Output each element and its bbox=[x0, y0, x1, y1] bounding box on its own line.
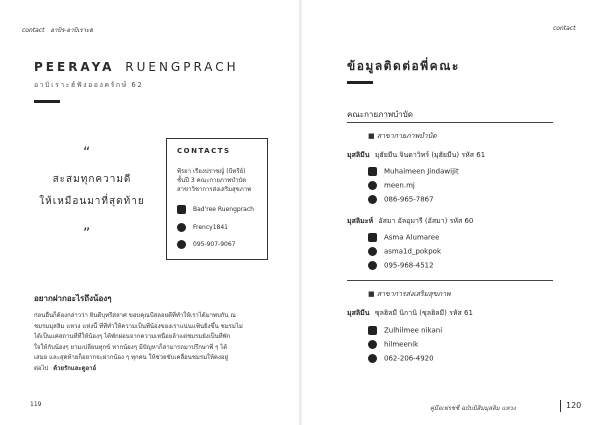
person-3-line: hilmeenik bbox=[384, 340, 419, 349]
quote-open: “ bbox=[83, 145, 91, 161]
message-line: เสมอ และสุดท้ายก็อยากจะฝากน้อง ๆ ทุกคน ให้ช่วยขับเคลื่อนชมรมให้คงอยู่ bbox=[34, 354, 228, 361]
person-3-phone-row[interactable] bbox=[368, 354, 434, 363]
section-rule bbox=[347, 280, 553, 281]
message-line: ชมรมมุสลิม แหวง แห่งนี้ ที่ที่ทำให้ความเป็นพี่น้องของเราแน่นแฟ้นยิ่งขึ้น ชมรมไม่ bbox=[34, 322, 243, 330]
left-header-label: contact bbox=[22, 27, 45, 34]
title-underline bbox=[347, 81, 373, 84]
message-body bbox=[34, 311, 279, 374]
section-2 bbox=[368, 289, 451, 300]
person-1-phone: 086-965-7867 bbox=[384, 195, 434, 204]
facebook-icon bbox=[368, 233, 377, 242]
faculty-rule bbox=[347, 122, 553, 123]
person-2-facebook: Asma Alumaree bbox=[384, 233, 440, 242]
person-1-facebook: Muhaimeen Jindawijit bbox=[384, 167, 459, 176]
section-1-title: สาขากายภาพบำบัด bbox=[376, 132, 437, 140]
person-3-facebook: Zulhilmee nikani bbox=[384, 326, 443, 335]
left-header bbox=[22, 25, 93, 35]
message-line: ได้เป็นแค่สถานที่ที่ให้น้องๆ ได้พักผ่อนจากความเหนื่อยล้าแต่ชมรมยังเป็นที่พัก bbox=[34, 333, 231, 340]
phone-icon bbox=[177, 240, 186, 249]
person-name bbox=[34, 60, 239, 74]
quote-close: ” bbox=[83, 226, 91, 242]
left-page-number: 119 bbox=[30, 401, 42, 408]
quote-line-1: สะสมทุกความดี bbox=[52, 174, 132, 185]
section-2-title: สาขาการส่งเสริมสุขภาพ bbox=[376, 290, 451, 298]
person-2-phone-row[interactable] bbox=[368, 261, 434, 270]
section-1 bbox=[368, 131, 437, 142]
contacts-desc-line-1: พีรยา เรืองปราชญ์ (บีทรีย์) bbox=[177, 168, 246, 175]
line-icon bbox=[368, 181, 377, 190]
person-2-phone: 095-968-4512 bbox=[384, 261, 434, 270]
message-signoff: ด้วยรักและดูอาอ์ bbox=[53, 364, 97, 372]
facebook-icon bbox=[177, 205, 186, 214]
contact-line: Frency1841 bbox=[193, 224, 228, 231]
faculty-heading: คณะกายภาพบำบัด bbox=[347, 110, 413, 119]
facebook-icon bbox=[368, 167, 377, 176]
right-title: ข้อมูลติดต่อพี่คณะ bbox=[347, 59, 460, 73]
message-last-line bbox=[34, 364, 279, 375]
contacts-box bbox=[166, 138, 268, 260]
person-3-phone: 062-206-4920 bbox=[384, 354, 434, 363]
phone-icon bbox=[368, 261, 377, 270]
person-2-row bbox=[347, 216, 473, 227]
person-2-line-row[interactable] bbox=[368, 247, 441, 256]
person-3-line-row[interactable] bbox=[368, 340, 418, 349]
contact-line-row[interactable] bbox=[177, 223, 228, 232]
contacts-desc bbox=[177, 167, 251, 194]
phone-icon bbox=[368, 195, 377, 204]
person-3-row bbox=[347, 308, 473, 319]
person-2-label: มุสลิมะห์ bbox=[347, 217, 374, 225]
person-1-facebook-row[interactable] bbox=[368, 167, 459, 176]
footer-divider bbox=[560, 400, 561, 412]
right-header-label: contact bbox=[553, 25, 576, 32]
contact-facebook-row[interactable] bbox=[177, 205, 254, 214]
bullet-icon: ■ bbox=[368, 132, 377, 140]
contact-phone-row[interactable] bbox=[177, 240, 236, 249]
line-icon bbox=[368, 247, 377, 256]
name-last: RUENGPRACH bbox=[125, 60, 239, 74]
person-3-facebook-row[interactable] bbox=[368, 326, 442, 335]
person-2-line: asma1d_pokpok bbox=[384, 247, 442, 256]
name-first: PEERAYA bbox=[34, 60, 115, 74]
person-2-info: อัสมา อัลอุมารี (อัสมา) รหัส 60 bbox=[378, 217, 474, 225]
message-last-plain: ต่อไป bbox=[34, 364, 49, 372]
contacts-desc-line-2: ชั้นปี 3 คณะกายภาพบำบัด bbox=[177, 177, 247, 184]
message-heading: อยากฝากอะไรถึงน้องๆ bbox=[34, 294, 112, 303]
quote-line-2: ให้เหมือนมาที่สุดท้าย bbox=[39, 196, 145, 207]
person-2-facebook-row[interactable] bbox=[368, 233, 439, 242]
person-1-label: มุสลิมีน bbox=[347, 151, 370, 159]
bullet-icon: ■ bbox=[368, 290, 377, 298]
left-header-sub: อาบิร-อาบิเราะฮ bbox=[50, 27, 93, 34]
contact-facebook: Bad'ree Ruengprach bbox=[193, 206, 254, 213]
footer-text: คู่มือเฟรชชี่ ฉบับมิสิมมุสลิม แหวง bbox=[430, 405, 516, 412]
message-line: ใจให้กับน้องๆ ยามเปลี่ยนทุกข์ หากน้องๆ มีปัญหาก็สามารถมาปรึกษาพี่ ๆ ได้ bbox=[34, 343, 228, 351]
line-icon bbox=[177, 223, 186, 232]
person-3-label: มุสลิมีน bbox=[347, 309, 370, 317]
person-1-info: มุฮัยมีน จินดาวิทร์ (มุฮัยมีน) รหัส 61 bbox=[374, 151, 486, 159]
person-1-phone-row[interactable] bbox=[368, 195, 434, 204]
person-1-row bbox=[347, 150, 485, 161]
book-fold bbox=[299, 0, 302, 425]
message-line: ก่อนอื่นก็ต้องกล่าวว่า ยินดีบุทรีสลาศ ขอบคุณบีสลอยตีที่ทำให้เราได้มาพบกัน ณ bbox=[34, 312, 236, 319]
right-footer bbox=[430, 403, 516, 413]
contact-phone: 095-907-9067 bbox=[193, 241, 236, 248]
person-1-line: meen.mj bbox=[384, 181, 415, 190]
name-underline bbox=[34, 100, 60, 103]
facebook-icon bbox=[368, 326, 377, 335]
right-page-number: 120 bbox=[566, 401, 582, 410]
contacts-title: CONTACTS bbox=[177, 147, 231, 155]
contacts-desc-line-3: สาขาวิชาการส่งเสริมสุขภาพ bbox=[177, 186, 252, 193]
phone-icon bbox=[368, 354, 377, 363]
person-1-line-row[interactable] bbox=[368, 181, 415, 190]
person-subtitle: อาบิเราะฮ์ฟังอองครักษ์ 62 bbox=[34, 81, 144, 89]
person-3-info: ซุลฮิลมี นิกานิ (ซุลฮิลมี) รหัส 61 bbox=[374, 309, 473, 317]
line-icon bbox=[368, 340, 377, 349]
